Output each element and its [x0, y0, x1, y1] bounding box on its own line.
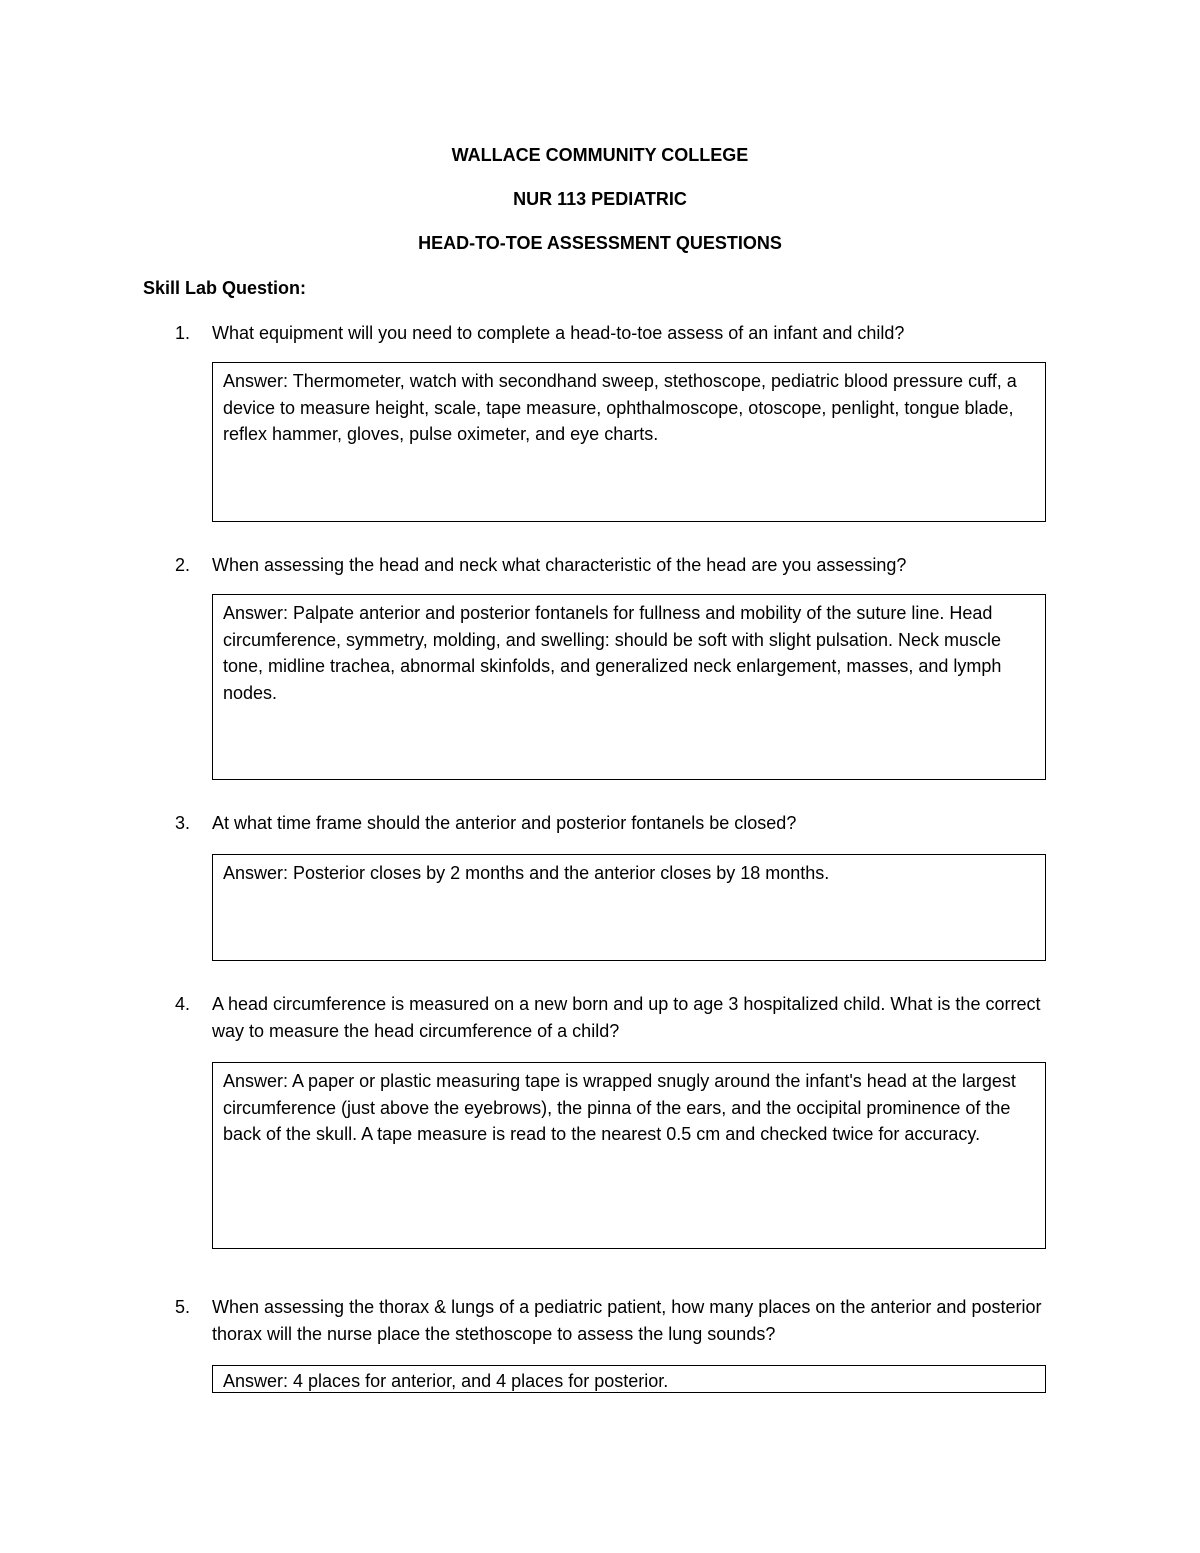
answer-box-1: Answer: Thermometer, watch with secondhand sweep, stethoscope, pediatric blood pressure cuff, a device to measure height, scale, tape measure, ophthalmoscope, otoscope, penlight, tongue blade, reflex hammer, gloves, pulse oximeter, and eye charts.: [212, 362, 1046, 522]
question-text: A head circumference is measured on a new born and up to age 3 hospitalized child. What is the correct way to measure the head circumference of a child?: [212, 994, 1041, 1041]
answer-box-3: Answer: Posterior closes by 2 months and the anterior closes by 18 months.: [212, 854, 1046, 961]
question-number: 4.: [175, 994, 191, 1014]
answer-box-2: Answer: Palpate anterior and posterior fontanels for fullness and mobility of the suture line. Head circumference, symmetry, molding, and swelling: should be soft with slight pulsation. Neck muscle tone, midline trachea, abnormal skinfolds, and generalized neck enlargement, masses, and lymph nodes.: [212, 594, 1046, 780]
question-number: 1.: [175, 323, 191, 343]
question-number: 5.: [175, 1297, 191, 1317]
answer-box-5: Answer: 4 places for anterior, and 4 places for posterior.: [212, 1365, 1046, 1393]
question-1: [175, 320, 1055, 347]
question-text: At what time frame should the anterior and posterior fontanels be closed?: [212, 813, 797, 833]
question-text: When assessing the head and neck what characteristic of the head are you assessing?: [212, 555, 907, 575]
course-heading: NUR 113 PEDIATRIC: [513, 189, 687, 209]
institution-heading: WALLACE COMMUNITY COLLEGE: [451, 145, 749, 165]
question-4: [175, 991, 1055, 1045]
question-3: [175, 810, 1055, 837]
document-title: HEAD-TO-TOE ASSESSMENT QUESTIONS: [418, 233, 782, 253]
question-5: [175, 1294, 1055, 1348]
question-number: 3.: [175, 813, 191, 833]
question-2: [175, 552, 1055, 579]
section-label: Skill Lab Question:: [143, 278, 307, 298]
question-number: 2.: [175, 555, 191, 575]
answer-box-4: Answer: A paper or plastic measuring tape is wrapped snugly around the infant's head at the largest circumference (just above the eyebrows), the pinna of the ears, and the occipital prominence of the back of the skull. A tape measure is read to the nearest 0.5 cm and checked twice for accuracy.: [212, 1062, 1046, 1249]
question-text: What equipment will you need to complete a head-to-toe assess of an infant and child?: [212, 323, 905, 343]
question-text: When assessing the thorax & lungs of a pediatric patient, how many places on the anterior and posterior thorax will the nurse place the stethoscope to assess the lung sounds?: [212, 1297, 1042, 1344]
